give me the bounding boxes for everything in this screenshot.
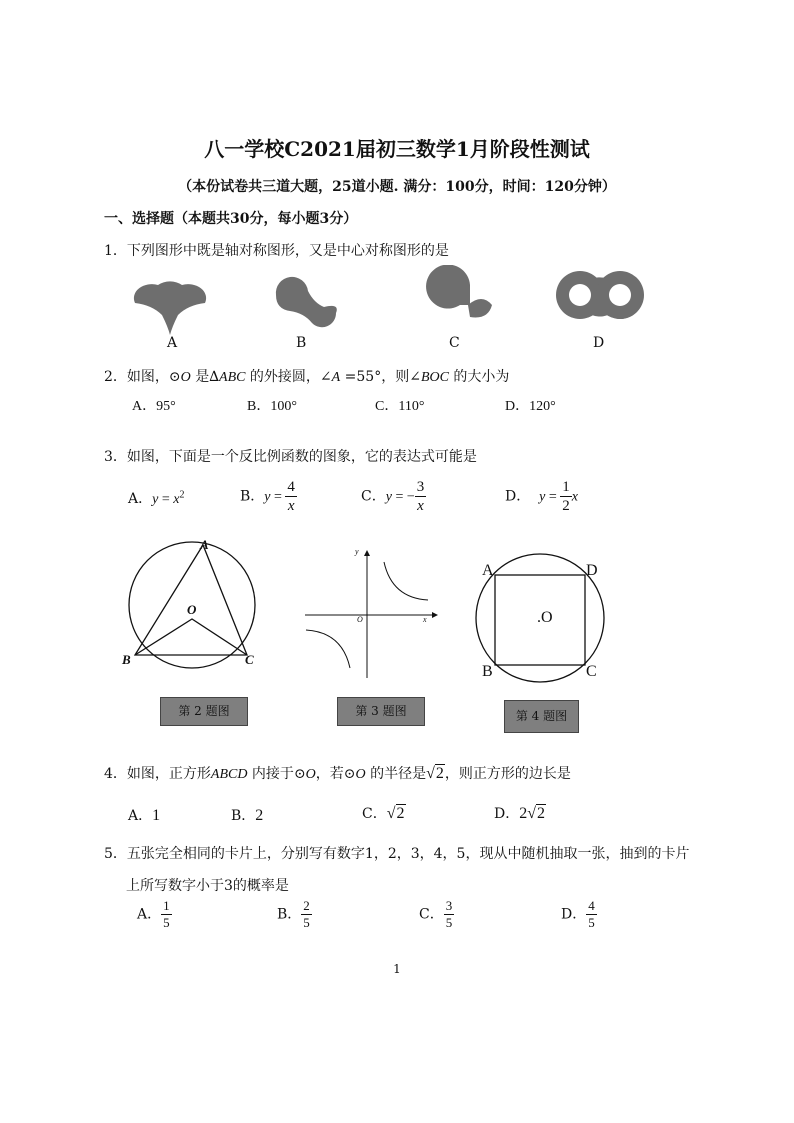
fig3-label-x: x (423, 615, 427, 624)
question-1-stem: 1．下列图形中既是轴对称图形，又是中心对称图形的是 (104, 243, 449, 259)
fig3-caption: 第 3 题图 (337, 697, 425, 726)
q2-option-b: B．100° (247, 399, 297, 414)
q3-option-c: C．y = − $\frac{3}{x}$ (361, 479, 425, 514)
fig2-label-a: A (200, 537, 209, 552)
question-5-line-2: 上所写数字小于3的概率是 (126, 878, 289, 894)
q3-option-d: D． y = $\frac{1}{2}$ x (505, 479, 578, 514)
fig2-label-c: C (245, 652, 254, 667)
q5-option-c: C． $\frac{3}{5}$ (419, 898, 453, 930)
q1-shape-b (276, 277, 337, 327)
fig2-caption: 第 2 题图 (160, 697, 248, 726)
q4-option-a: A．1 (128, 807, 161, 824)
fig3-curve-q1 (384, 562, 428, 600)
q5-option-b: B． $\frac{2}{5}$ (277, 898, 310, 930)
q4-option-d: D．2√2 (494, 805, 546, 822)
fig3-y-arrow (364, 550, 370, 556)
q1-shapes (100, 265, 660, 340)
fig3-label-o: O (357, 615, 363, 624)
fig2-label-b: B (122, 652, 131, 667)
fig4-caption: 第 4 题图 (504, 700, 579, 733)
page-number: 1 (393, 962, 401, 976)
question-4-stem: 4．如图，正方形ABCD 内接于⊙O，若⊙O 的半径是√2，则正方形的边长是 (104, 765, 571, 782)
q4-option-b: B．2 (231, 807, 264, 824)
exam-info: （本份试卷共三道大题，25道小题. 满分：100分，时间：120分钟） (178, 179, 616, 195)
fig3-label-y: y (355, 547, 359, 556)
fig4-label-d: D (586, 562, 598, 579)
question-3-stem: 3．如图，下面是一个反比例函数的图象，它的表达式可能是 (104, 449, 477, 465)
fig4-label-b: B (482, 663, 493, 680)
fig4-label-a: A (482, 562, 494, 579)
fig2-center-lines (135, 619, 247, 655)
fig4-label-o: .O (537, 609, 553, 626)
page-title: 八一学校C2021届初三数学1月阶段性测试 (204, 137, 590, 161)
fig2-triangle (135, 545, 247, 655)
q1-label-c: C (449, 335, 460, 351)
section-heading: 一、选择题（本题共30分，每小题3分） (104, 211, 358, 227)
q3-option-a: A．$y = x^2$ (128, 489, 185, 507)
q1-label-a: A (167, 335, 178, 351)
q3-option-b: B．y = $\frac{4}{x}$ (240, 479, 295, 514)
q1-shape-c-leaf (468, 299, 492, 318)
fig3-x-arrow (432, 612, 438, 618)
q1-label-b: B (296, 335, 307, 351)
q4-option-c: C．√2 (362, 805, 405, 822)
question-5-line-1: 5．五张完全相同的卡片上，分别写有数字1，2，3，4，5，现从中随机抽取一张，抽到的卡片 (104, 846, 690, 862)
q5-option-a: A． $\frac{1}{5}$ (137, 898, 170, 930)
figure-3 (300, 548, 440, 683)
fig2-label-o: O (187, 602, 197, 617)
q1-shape-c (426, 265, 470, 309)
fig3-curve-q3 (306, 630, 350, 668)
q2-option-a: A．95° (132, 399, 176, 414)
question-2-stem: 2．如图，⊙O 是∆ABC 的外接圆，∠A =55°，则∠BOC 的大小为 (104, 369, 510, 385)
q1-label-d: D (593, 335, 605, 351)
fig4-label-c: C (586, 663, 597, 680)
q5-option-d: D． $\frac{4}{5}$ (561, 898, 595, 930)
q2-option-c: C．110° (375, 399, 425, 414)
q1-shape-a (134, 281, 206, 335)
q2-option-d: D．120° (505, 399, 556, 414)
